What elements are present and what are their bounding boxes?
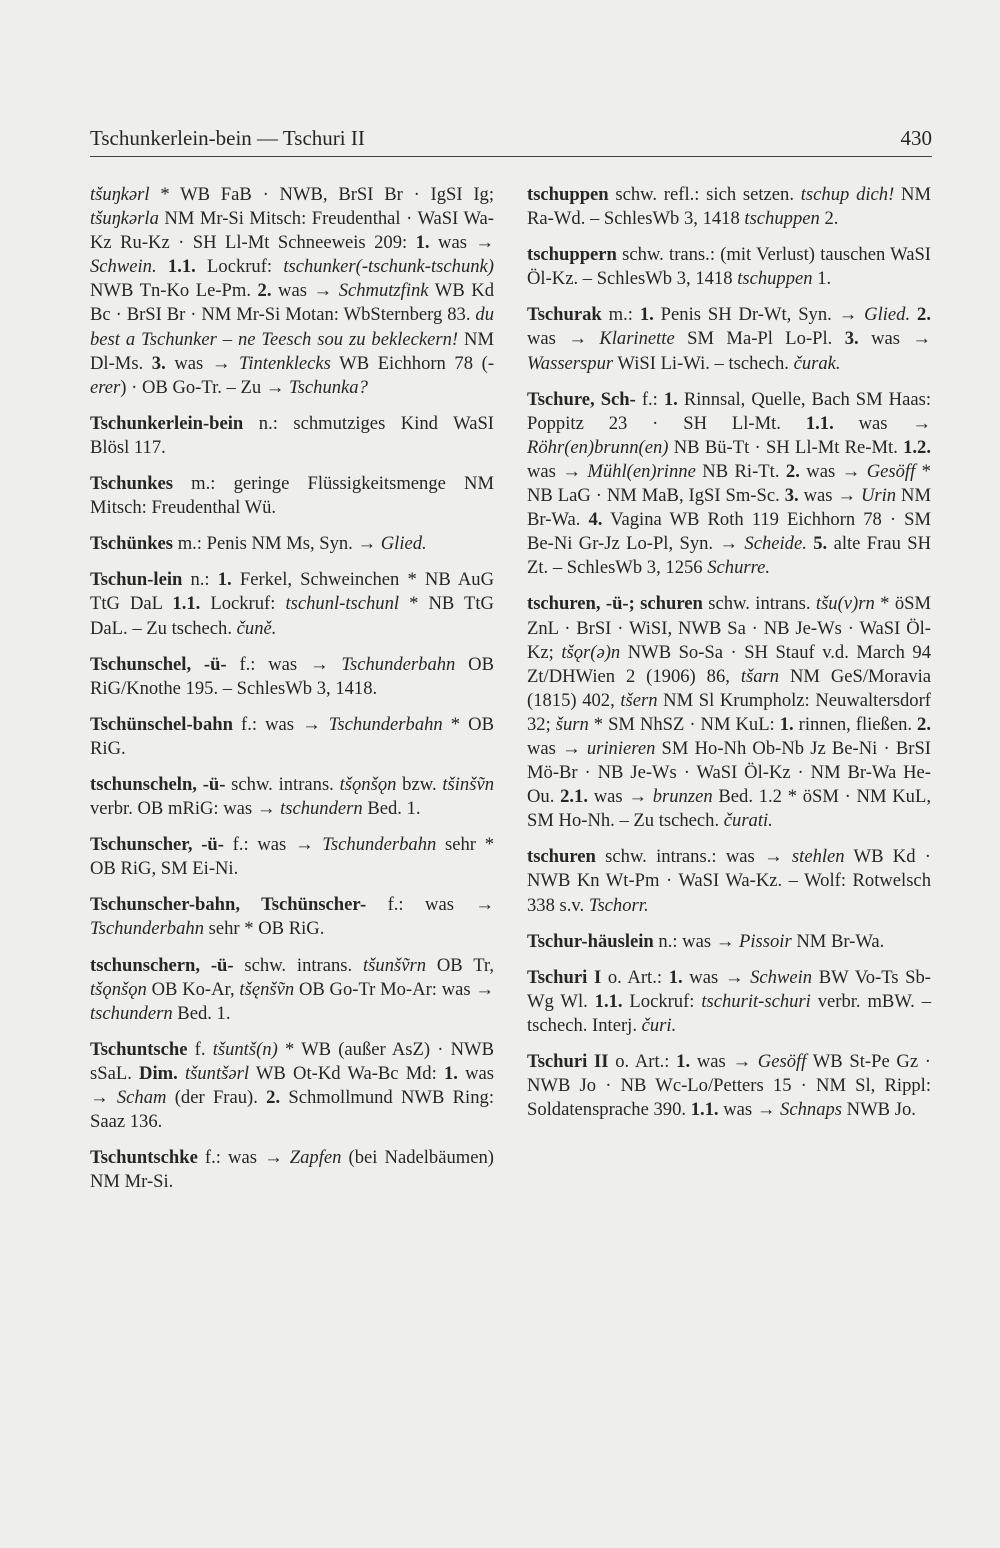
entry-text: f.: was → (223, 834, 323, 856)
entry-headword: Tschure, Sch- (527, 388, 636, 410)
dictionary-entry (90, 1146, 494, 1194)
entry-text: was → (527, 737, 587, 759)
entry-headword: 2. (257, 280, 272, 302)
entry-headword: 1. (639, 304, 654, 326)
entry-headword: 3. (151, 352, 166, 374)
dictionary-entry (90, 954, 494, 1026)
entry-text: was → (833, 412, 931, 434)
entry-text: NWB Tn-Ko Le-Pm. (90, 280, 258, 302)
entry-headword: Tschur-häuslein (527, 930, 654, 952)
entry-italic-text: Mühl(en)rinne (587, 460, 696, 482)
entry-text: schw. intrans. (702, 593, 816, 615)
entry-headword: Tschunscher-bahn, Tschünscher- (90, 894, 367, 916)
entry-italic-text: tšarn (740, 665, 780, 687)
entry-headword: 1.1. (167, 256, 196, 278)
entry-text: was → (429, 232, 494, 254)
entry-italic-text: Glied. (864, 304, 911, 326)
dictionary-entry (527, 845, 931, 917)
entry-italic-text: -erer (90, 352, 495, 398)
dictionary-entry (90, 568, 494, 640)
entry-text: m.: (601, 304, 640, 326)
entry-text: n.: was → (653, 930, 739, 952)
entry-text: WB Kd · NWB Kn Wt-Pm · WaSI Wa-Kz. – Wolf: Rotwelsch 338 s.v. (527, 846, 931, 916)
entry-text: f.: was → (226, 653, 342, 675)
entry-text: * WB (außer AsZ) · NWB sSaL. (90, 1038, 494, 1084)
entry-text (910, 304, 917, 325)
entry-text: f. (187, 1038, 213, 1060)
dictionary-entry (527, 592, 931, 833)
entry-italic-text: čurak. (793, 352, 841, 374)
left-column (90, 183, 494, 1206)
entry-text: NM Br-Wa. (791, 930, 885, 952)
entry-text: NM Ra-Wd. – SchlesWb 3, 1418 (527, 184, 931, 230)
dictionary-entry (527, 183, 931, 231)
entry-text: m.: Penis NM Ms, Syn. → (173, 533, 381, 555)
entry-text: * WB FaB · NWB, BrSI Br · IgSI Ig; (149, 184, 494, 205)
entry-headword: 1.1. (594, 990, 623, 1012)
entry-italic-text: Schnaps (780, 1099, 843, 1121)
entry-text: NWB Jo. (842, 1099, 916, 1121)
entry-italic-text: Tschunderbahn (328, 713, 443, 735)
entry-italic-text: Scham (116, 1087, 167, 1108)
entry-italic-text: Schmutzfink (338, 280, 429, 302)
entry-headword: 4. (588, 509, 603, 531)
entry-italic-text: čuri. (641, 1014, 677, 1036)
entry-text: was → (798, 485, 861, 507)
entry-text: f.: was → (366, 894, 494, 916)
entry-text: verbr. OB mRiG: was → (90, 798, 281, 820)
entry-headword: 1. (676, 1051, 691, 1072)
dictionary-entry (90, 833, 494, 881)
entry-italic-text: tšuŋkərla (90, 208, 159, 230)
entry-text: f.: was → (232, 713, 329, 735)
entry-text: was → (588, 786, 653, 808)
entry-headword: Tschünkes (90, 533, 174, 555)
entry-text: ) · OB Go-Tr. – Zu → (120, 376, 290, 398)
entry-headword: 1. (779, 713, 794, 735)
entry-text: WB Kd Bc · BrSI Br · NM Mr-Si Motan: WbSternberg 83. (90, 280, 494, 326)
dictionary-entry (527, 243, 931, 291)
entry-text: o. Art.: (601, 966, 669, 988)
entry-text: NM Dl-Ms. (90, 328, 495, 374)
entry-text: f.: was → (197, 1147, 290, 1169)
entry-italic-text: tschurit-schuri (701, 990, 811, 1012)
entry-italic-text: tschuppen (737, 268, 813, 290)
entry-italic-text: tšu(v)rn (815, 593, 875, 615)
entry-headword: 2. (917, 304, 931, 326)
entry-headword: Tschuri I (527, 966, 602, 988)
entry-italic-text: Tschorr. (588, 894, 649, 916)
entry-italic-text: tschunl-tschunl (285, 593, 400, 615)
entry-text: 2. (819, 208, 839, 230)
running-header (90, 124, 932, 157)
entry-italic-text: Glied. (380, 533, 427, 555)
entry-text: was → (858, 328, 931, 350)
entry-headword: 2. (266, 1087, 281, 1108)
entry-text: WB St-Pe Gz · NWB Jo · NB Wc-Lo/Petters 15 · NM Sl, Rippl: Soldatensprache 390. (527, 1051, 932, 1121)
entry-text: Ferkel, Schweinchen * NB AuG TtG DaL (90, 569, 494, 615)
entry-text: Bed. 1. (172, 1002, 231, 1024)
entry-text: n.: schmutziges Kind WaSI Blösl 117. (90, 412, 494, 458)
entry-italic-text: Gesöff (757, 1051, 807, 1072)
entry-headword: Tschun-lein (90, 569, 183, 591)
entry-text: OB Go-Tr Mo-Ar: was → (294, 978, 494, 1000)
entry-text: NM Mr-Si Mitsch: Freudenthal · WaSI Wa-Kz Ru-Kz · SH Ll-Mt Schneeweis 209: (90, 208, 494, 254)
entry-headword: 3. (844, 328, 859, 350)
entry-text: NB Ri-Tt. (695, 460, 786, 482)
entry-text: (der Frau). (166, 1087, 267, 1108)
entry-italic-text: Tschunderbahn (341, 653, 456, 675)
entry-italic-text: tšǫnšǫn (90, 978, 147, 1000)
entry-italic-text: Pissoir (738, 930, 792, 952)
entry-headword: tschuren (527, 846, 596, 868)
dictionary-entry (527, 303, 931, 375)
entry-text: NB Bü-Tt · SH Ll-Mt Re-Mt. (668, 436, 904, 458)
entry-text: f.: (635, 388, 664, 410)
entry-headword: Tschuntsche (90, 1038, 188, 1060)
dictionary-entry (90, 713, 494, 761)
entry-text: NWB So-Sa · SH Stauf v.d. March 94 Zt/DHWien 2 (1906) 86, (527, 641, 931, 687)
entry-italic-text: tšinšṽn (442, 773, 494, 795)
entry-headword: 2. (785, 460, 800, 482)
dictionary-entry (90, 472, 494, 520)
entry-text (157, 256, 168, 277)
entry-text: NM Sl Krumpholz: Neuwaltersdorf 32; (527, 689, 931, 735)
entry-headword: 1.1. (805, 412, 834, 434)
entry-text: BW Vo-Ts Sb-Wg Wl. (527, 966, 931, 1012)
entry-text: was → (527, 460, 588, 482)
entry-italic-text: du best a Tschunker – ne Teesch sou zu bekleckern! (90, 304, 494, 350)
entry-text: Bed. 1.2 * öSM · NM KuL, SM Ho-Nh. – Zu tschech. (527, 786, 931, 832)
entry-text: SM Ho-Nh Ob-Nb Jz Be-Ni · BrSI Mö-Br · NB Je-Ws · WaSI Öl-Kz · NM Br-Wa He-Ou. (527, 737, 931, 808)
entry-headword: Tschurak (527, 304, 602, 326)
entry-text: (bei Nadelbäumen) NM Mr-Si. (90, 1147, 494, 1193)
entry-italic-text: tšuŋkərl (90, 184, 150, 205)
entry-headword: 1. (415, 232, 430, 254)
entry-italic-text: čuně. (236, 617, 277, 639)
entry-text: bzw. (396, 773, 443, 795)
entry-text: WB Ot-Kd Wa-Bc Md: (249, 1062, 444, 1084)
entry-italic-text: stehlen (791, 846, 845, 868)
entry-italic-text: brunzen (652, 786, 713, 808)
entry-italic-text: tšǫr(ə)n (561, 641, 621, 663)
entry-italic-text: tšuntšərl (184, 1062, 250, 1084)
entry-text: was → (682, 966, 751, 988)
entry-text: schw. intrans. (225, 773, 340, 795)
entry-text: Vagina WB Roth 119 Eichhorn 78 · SM Be-Ni Gr-Jz Lo-Pl, Syn. → (527, 509, 932, 555)
dictionary-entry (527, 388, 931, 581)
entry-italic-text: Schwein. (90, 256, 157, 278)
entry-italic-text: Schurre. (707, 557, 771, 579)
entry-headword: 3. (784, 485, 799, 507)
entry-italic-text: čurati. (723, 810, 773, 832)
entry-headword: Tschuntschke (90, 1147, 198, 1169)
entry-text: was → (690, 1051, 758, 1072)
entry-text: was → (527, 328, 600, 350)
dictionary-entry (90, 1038, 494, 1134)
entry-italic-text: urinieren (586, 737, 656, 759)
entry-text: was → (718, 1099, 781, 1121)
entry-italic-text: tšern (620, 689, 658, 711)
entry-text: WB Eichhorn 78 ( (330, 352, 488, 374)
entry-text: Penis SH Dr-Wt, Syn. → (653, 304, 865, 326)
entry-headword: Tschünschel-bahn (90, 713, 233, 735)
entry-text: schw. trans.: (mit Verlust) tauschen WaSI Öl-Kz. – SchlesWb 3, 1418 (527, 244, 931, 290)
entry-text: was → (165, 352, 240, 374)
entry-text: schw. intrans.: was → (595, 846, 792, 868)
entry-headword: Dim. (139, 1062, 178, 1084)
entry-text: Bed. 1. (362, 798, 421, 820)
entry-italic-text: Röhr(en)brunn(en) (527, 436, 669, 458)
entry-italic-text: Gesöff (866, 460, 916, 482)
entry-text: NM GeS/Moravia (1815) 402, (527, 665, 931, 711)
dictionary-entry (90, 183, 494, 400)
entry-text: * NB LaG · NM MaB, IgSI Sm-Sc. (527, 460, 931, 507)
entry-headword: Tschuri II (527, 1051, 609, 1072)
entry-text: schw. intrans. (233, 954, 364, 976)
entry-headword: 2.1. (560, 786, 588, 808)
entry-italic-text: tšunšṽrn (363, 954, 427, 976)
entry-italic-text: Schwein (750, 966, 813, 988)
entry-text: sehr * OB RiG, SM Ei-Ni. (90, 834, 494, 880)
entry-headword: tschuren, -ü-; schuren (527, 593, 703, 615)
dictionary-entry (527, 930, 931, 954)
entry-italic-text: Urin (860, 485, 897, 507)
entry-headword: Tschunschel, -ü- (90, 653, 227, 675)
entry-italic-text: Zapfen (289, 1147, 342, 1169)
entry-italic-text: tschundern (90, 1002, 173, 1024)
entry-text: SM Ma-Pl Lo-Pl. (674, 328, 845, 350)
entry-text (178, 1063, 185, 1084)
entry-headword: Tschunkes (90, 473, 174, 495)
entry-text: was → (90, 1062, 494, 1108)
entry-text: m.: geringe Flüssigkeitsmenge NM Mitsch: Freudenthal Wü. (90, 473, 494, 519)
entry-text: OB RiG/Knothe 195. – SchlesWb 3, 1418. (90, 653, 494, 699)
entry-italic-text: Tschunka? (289, 376, 368, 398)
entry-headword: 1. (668, 966, 683, 988)
entry-headword: 1. (443, 1062, 458, 1084)
entry-text: NM Br-Wa. (527, 485, 932, 531)
entry-text: alte Frau SH Zt. – SchlesWb 3, 1256 (527, 533, 931, 579)
entry-italic-text: Wasserspur (527, 352, 614, 374)
entry-text: schw. refl.: sich setzen. (608, 184, 801, 205)
entry-headword: Tschunkerlein-bein (90, 412, 244, 434)
entry-text: OB Tr, (426, 954, 495, 976)
dictionary-entry (90, 412, 494, 460)
entry-italic-text: tschuppen (744, 208, 820, 230)
entry-text: * OB RiG. (90, 713, 494, 759)
entry-text: Lockruf: (622, 990, 702, 1012)
entry-italic-text: Tschunderbahn (90, 918, 204, 940)
entry-text: 1. (812, 268, 832, 290)
entry-text: * öSM ZnL · BrSI · WiSI, NWB Sa · NB Je-Ws · WaSI Öl-Kz; (527, 593, 931, 663)
entry-text: o. Art.: (608, 1051, 677, 1072)
entry-italic-text: tšǫnšǫn (339, 773, 397, 795)
entry-text: Lockruf: (200, 593, 286, 615)
entry-headword: Tschunscher, -ü- (90, 834, 224, 856)
entry-headword: 1.1. (172, 593, 201, 615)
entry-text: OB Ko-Ar, (146, 978, 240, 1000)
entry-text: WiSI Li-Wi. – tschech. (613, 352, 794, 374)
entry-italic-text: tschundern (280, 798, 363, 820)
entry-text: * NB TtG DaL. – Zu tschech. (90, 593, 494, 639)
entry-italic-text: Klarinette (599, 328, 675, 350)
entry-text: Lockruf: (195, 256, 284, 278)
entry-text: n.: (182, 569, 218, 591)
entry-italic-text: Tschunderbahn (322, 834, 437, 856)
entry-headword: tschuppen (527, 184, 609, 205)
entry-text: verbr. mBW. – tschech. Interj. (527, 990, 931, 1036)
page-number: 430 (900, 126, 932, 150)
entry-text: rinnen, fließen. (793, 713, 918, 735)
right-column (527, 183, 931, 1134)
dictionary-entry (527, 1050, 931, 1122)
entry-text: Schmollmund NWB Ring: Saaz 136. (90, 1087, 494, 1133)
entry-text: * SM NhSZ · NM KuL: (588, 713, 780, 735)
entry-italic-text: Scheide. (744, 533, 807, 555)
entry-italic-text: tschunker(-tschunk-tschunk) (283, 256, 494, 278)
entry-italic-text: šurn (555, 713, 589, 735)
dictionary-entry (90, 893, 494, 941)
entry-headword: tschuppern (527, 244, 617, 266)
dictionary-entry (527, 966, 931, 1038)
entry-headword: 5. (813, 533, 828, 555)
dictionary-entry (90, 532, 494, 556)
dictionary-entry (90, 653, 494, 701)
entry-text: was → (271, 280, 339, 302)
entry-headword: 1.2. (903, 436, 931, 458)
entry-italic-text: tschup dich! (800, 184, 895, 205)
entry-headword: 1. (663, 388, 678, 410)
entry-text: was → (799, 460, 867, 482)
entry-headword: tschunschern, -ü- (90, 954, 234, 976)
entry-text: Rinnsal, Quelle, Bach SM Haas: Poppitz 23 · SH Ll-Mt. (527, 388, 931, 434)
entry-headword: 1. (217, 569, 232, 591)
entry-headword: 2. (917, 713, 931, 735)
entry-headword: 1.1. (690, 1099, 719, 1121)
entry-italic-text: Tintenklecks (239, 352, 331, 374)
dictionary-entry (90, 773, 494, 821)
entry-italic-text: tšuntš(n) (212, 1038, 278, 1060)
running-title: Tschunkerlein-bein — Tschuri II (90, 126, 365, 150)
entry-text: sehr * OB RiG. (204, 918, 325, 940)
entry-headword: tschunscheln, -ü- (90, 773, 226, 795)
entry-italic-text: tšęnšṽn (239, 978, 295, 1000)
